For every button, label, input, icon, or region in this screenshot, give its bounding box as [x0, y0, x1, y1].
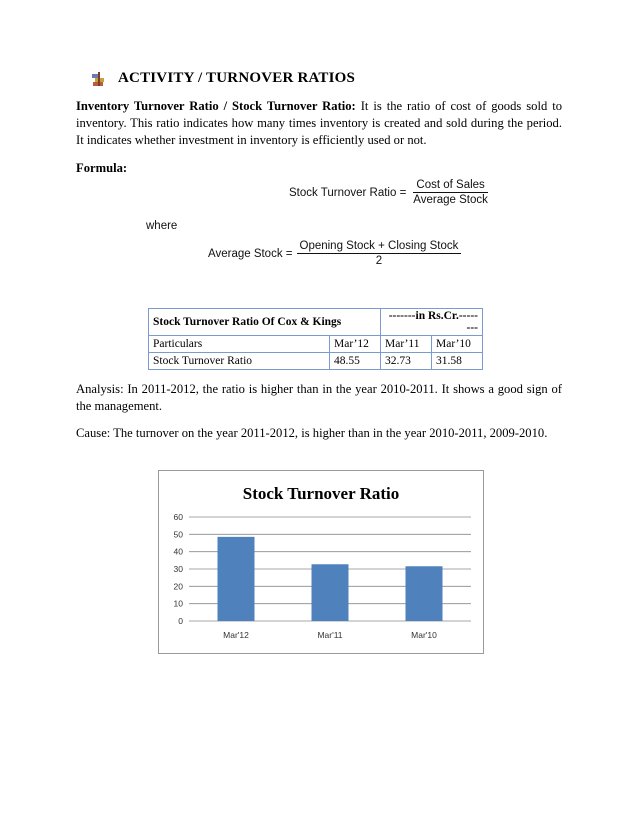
table-row	[149, 353, 483, 370]
average-stock-formula	[208, 240, 461, 267]
table-header: Particulars	[149, 336, 330, 353]
table-header: Mar’10	[432, 336, 483, 353]
bar	[218, 537, 255, 621]
heading-text: ACTIVITY / TURNOVER RATIOS	[118, 70, 356, 86]
y-tick-label: 20	[173, 581, 183, 592]
formula2-denominator: 2	[375, 255, 383, 267]
formula1-lhs: Stock Turnover Ratio =	[289, 186, 407, 199]
y-tick-label: 0	[178, 616, 183, 626]
x-tick-label: Mar'11	[317, 630, 343, 640]
y-tick-label: 40	[173, 546, 183, 557]
y-tick-label: 30	[173, 564, 183, 574]
cause-paragraph: Cause: The turnover on the year 2011-2012, is higher than in the year 2010-2011, 2009-2010.	[76, 426, 548, 440]
table-cell: Stock Turnover Ratio	[149, 353, 330, 370]
table-unit: -------in Rs.Cr.--------	[381, 309, 483, 336]
bar-chart	[159, 471, 483, 653]
stock-turnover-formula	[289, 179, 491, 206]
table-cell: 31.58	[432, 353, 483, 370]
where-label: where	[146, 220, 178, 232]
y-tick-label: 50	[173, 529, 183, 540]
ratio-table	[148, 308, 483, 370]
section-heading	[92, 70, 355, 87]
y-tick-label: 60	[173, 512, 183, 522]
table-header: Mar’11	[381, 336, 432, 353]
bar	[312, 564, 349, 621]
bullet-list-icon	[92, 72, 106, 86]
chart-title: Stock Turnover Ratio	[242, 484, 400, 503]
table-header-row	[149, 336, 483, 353]
bar	[406, 566, 443, 621]
formula1-denominator: Average Stock	[413, 194, 488, 206]
table-header: Mar’12	[330, 336, 381, 353]
formula-label: Formula:	[76, 161, 128, 175]
intro-term: Inventory Turnover Ratio / Stock Turnover Ratio:	[76, 99, 356, 113]
chart-frame	[158, 470, 484, 654]
x-tick-label: Mar'12	[223, 630, 249, 640]
x-tick-label: Mar'10	[411, 630, 437, 640]
formula2-lhs: Average Stock =	[208, 247, 293, 260]
y-tick-label: 10	[173, 598, 183, 609]
table-title-row	[149, 309, 483, 336]
formula2-numerator: Opening Stock + Closing Stock	[297, 240, 462, 254]
intro-text: It is the ratio of cost of goods sold to inventory. This ratio indicates how many times inventory is created and sold during the period. It indicates whether investment in inventory is efficiently used or not.	[76, 99, 562, 147]
table-cell: 32.73	[381, 353, 432, 370]
formula1-numerator: Cost of Sales	[413, 179, 487, 193]
analysis-paragraph: Analysis: In 2011-2012, the ratio is higher than in the year 2010-2011. It shows a good sign of the management.	[76, 382, 562, 413]
intro-paragraph	[76, 98, 562, 149]
table-cell: 48.55	[330, 353, 381, 370]
table-title: Stock Turnover Ratio Of Cox & Kings	[149, 309, 381, 336]
